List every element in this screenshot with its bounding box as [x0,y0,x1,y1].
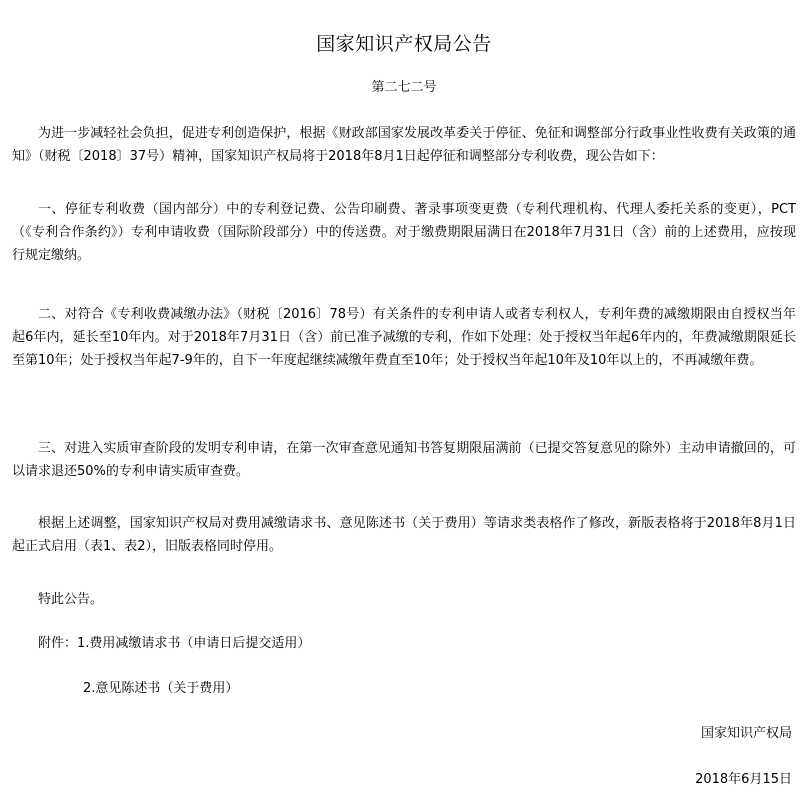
attachment-item-1[interactable]: 附件：1.费用减缴请求书（申请日后提交适用） [38,636,311,651]
paragraph-intro: 为进一步减轻社会负担，促进专利创造保护，根据《财政部国家发展改革委关于停征、免征和调整部分行政事业性收费有关政策的通知》（财税〔2018〕37号）精神，国家知识产权局将于2018年8月1日起停征和调整部分专利收费，现公告如下： [12,126,796,164]
paragraph-closing: 特此公告。 [38,592,104,607]
document-title: 国家知识产权局公告 [316,33,492,55]
paragraph-item-3: 三、对进入实质审查阶段的发明专利申请，在第一次审查意见通知书答复期限届满前（已提交答复意见的除外）主动申请撤回的，可以请求退还50%的专利申请实质审查费。 [12,441,796,479]
paragraph-item-2: 二、对符合《专利收费减缴办法》（财税〔2016〕78号）有关条件的专利申请人或者专利权人，专利年费的减缴期限由自授权当年起6年内，延长至10年内。对于2018年7月31日（含）前已准予减缴的专利，作如下处理：处于授权当年起6年内的，年费减缴期限延长至第10年；处于授权当年起7-9年的，自下一年度起继续减缴年费直至10年；处于授权当年起10年及10年以上的，不再减缴年费。 [12,307,796,368]
issue-date: 2018年6月15日 [695,772,792,787]
announcement-number: 第二七二号 [371,80,437,95]
paragraph-adjustment: 根据上述调整，国家知识产权局对费用减缴请求书、意见陈述书（关于费用）等请求类表格作了修改，新版表格将于2018年8月1日起正式启用（表1、表2），旧版表格同时停用。 [12,516,796,554]
issuer-signature: 国家知识产权局 [700,726,792,741]
paragraph-item-1: 一、停征专利收费（国内部分）中的专利登记费、公告印刷费、著录事项变更费（专利代理机构、代理人委托关系的变更），PCT（《专利合作条约》）专利申请收费（国际阶段部分）中的传送费。对于缴费期限届满日在2018年7月31日（含）前的上述费用，应按现行规定缴纳。 [12,202,796,263]
attachment-item-2[interactable]: 2.意见陈述书（关于费用） [83,681,239,696]
